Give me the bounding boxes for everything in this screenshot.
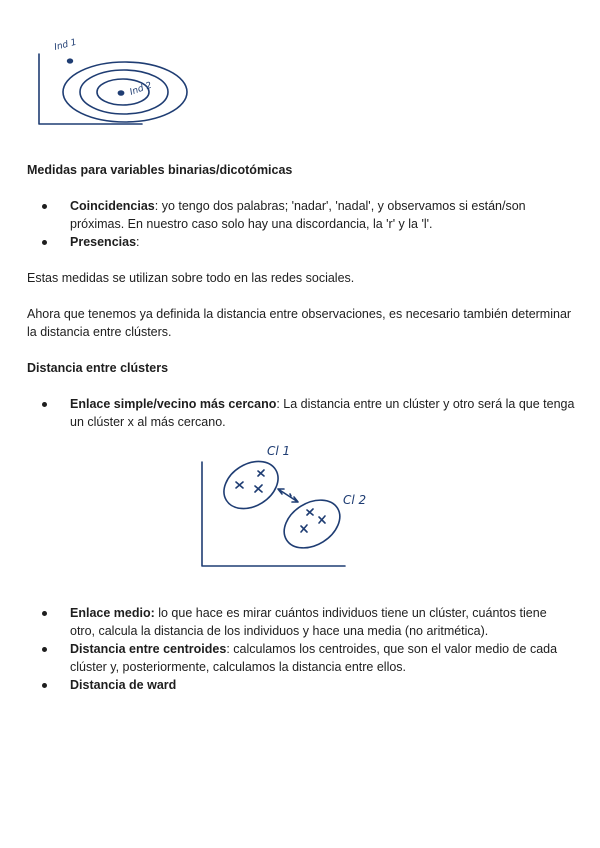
- section2-heading: Distancia entre clústers: [27, 361, 169, 375]
- bullet-term: Distancia de ward: [70, 678, 177, 692]
- distance-arrow: [278, 489, 298, 502]
- arrow-tick: [290, 494, 291, 496]
- paragraph-distancia: Ahora que tenemos ya definida la distancia entre observaciones, es necesario también determinar la distancia entre clústers.: [27, 307, 572, 339]
- individual-1-dot: [67, 58, 73, 63]
- section2-bullets-top: [27, 395, 575, 431]
- label-ind2: Ind 2: [128, 80, 154, 98]
- bullet-term: Enlace medio:: [70, 606, 155, 620]
- list-item: [27, 233, 575, 251]
- section1-bullets: [27, 197, 575, 251]
- bullet-term: Coincidencias: [70, 199, 155, 213]
- list-item: [27, 197, 575, 233]
- list-item: [27, 395, 575, 431]
- bullet-text: : La distancia entre un clúster y otro será la que tenga un clúster x al más cercano.: [70, 397, 575, 429]
- cluster-2-points: [301, 509, 325, 532]
- contour-sketch: [30, 36, 200, 131]
- bullet-term: Enlace simple/vecino más cercano: [70, 397, 277, 411]
- cluster-2-ellipse: [275, 490, 348, 557]
- bullet-term: Distancia entre centroides: [70, 642, 227, 656]
- list-item: [27, 604, 575, 640]
- label-cl1: Cl 1: [267, 444, 291, 458]
- cluster-1-ellipse: [215, 452, 286, 518]
- label-ind1: Ind 1: [53, 37, 78, 53]
- section1-heading: Medidas para variables binarias/dicotómicas: [27, 163, 293, 177]
- label-cl2: Cl 2: [343, 493, 367, 507]
- bullet-term: Presencias: [70, 235, 137, 249]
- list-item: [27, 676, 575, 694]
- paragraph-redes: Estas medidas se utilizan sobre todo en las redes sociales.: [27, 271, 355, 285]
- list-item: [27, 640, 575, 676]
- sketch-axes: [202, 462, 345, 566]
- individual-2-dot: [118, 90, 125, 96]
- bullet-text: lo que hace es mirar cuántos individuos tiene un clúster, cuántos tiene otro, calcula la distancia de los individuos y hace una media (no aritmética).: [70, 606, 547, 638]
- cluster-1-points: [236, 470, 264, 492]
- cluster-sketch: [195, 438, 375, 573]
- bullet-text: :: [136, 235, 140, 249]
- bullet-text: : yo tengo dos palabras; 'nadar', 'nadal', y observamos si están/son próximas. En nuestro caso solo hay una discordancia, la 'r' y la 'l'.: [70, 199, 526, 231]
- bullet-text: : calculamos los centroides, que son el valor medio de cada clúster y, posteriormente, calculamos la distancia entre ellos.: [70, 642, 558, 674]
- section2-bullets-bottom: [27, 604, 575, 694]
